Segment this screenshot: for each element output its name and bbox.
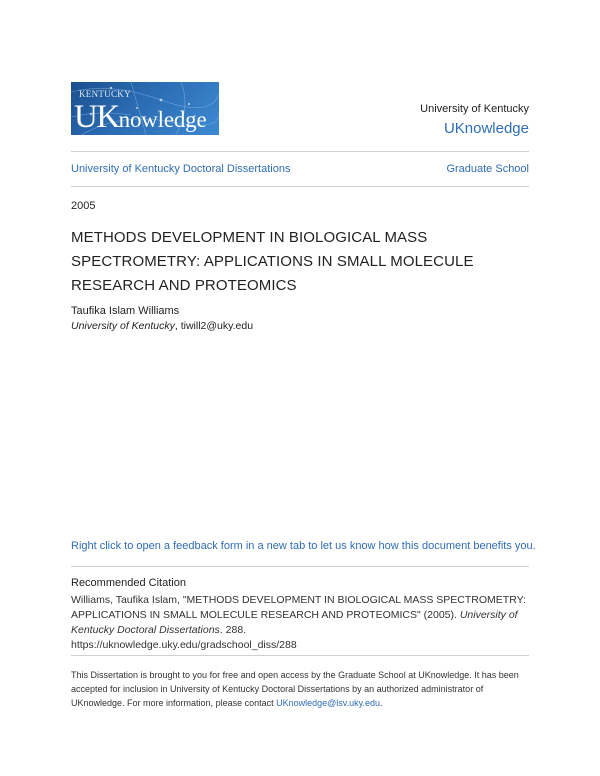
divider-citation	[71, 566, 529, 567]
department-link[interactable]: Graduate School	[446, 163, 529, 175]
contact-email-link[interactable]: UKnowledge@lsv.uky.edu	[276, 698, 380, 708]
notice-text: This Dissertation is brought to you for free and open access by the Graduate School at UKnowledge. It has been accepted for inclusion in University of Kentucky Doctoral Dissertations by an authorized administrator of UKnowledge. For more information, please contact	[71, 670, 519, 708]
feedback-link[interactable]: Right click to open a feedback form in a new tab to let us know how this document benefits you.	[71, 540, 536, 552]
logo-wordmark	[74, 101, 207, 134]
publication-year: 2005	[71, 200, 96, 212]
divider-bottom	[71, 655, 529, 656]
citation-url: https://uknowledge.uky.edu/gradschool_diss/288	[71, 639, 297, 651]
logo-uk-letters: UK	[74, 99, 119, 135]
header-repository-link[interactable]: UKnowledge	[443, 120, 529, 137]
author-affiliation	[71, 320, 253, 332]
citation-body: Williams, Taufika Islam, "METHODS DEVELOPMENT IN BIOLOGICAL MASS SPECTROMETRY: APPLICATIONS IN SMALL MOLECULE RESEARCH AND PROTEOMICS" (2005).	[71, 594, 526, 621]
affiliation-institution: University of Kentucky	[71, 320, 175, 332]
author-name: Taufika Islam Williams	[71, 305, 180, 317]
header-institution: University of Kentucky	[420, 103, 529, 115]
notice-end: .	[379, 698, 383, 708]
citation-number: . 288.	[219, 624, 247, 636]
citation-heading: Recommended Citation	[71, 577, 186, 589]
uknowledge-logo[interactable]	[71, 82, 219, 135]
collection-link[interactable]: University of Kentucky Doctoral Dissertations	[71, 163, 291, 175]
citation-text	[71, 593, 531, 653]
author-email: , tiwill2@uky.edu	[174, 320, 254, 332]
access-notice	[71, 668, 531, 710]
citation-series: University of Kentucky Doctoral Dissertations	[71, 609, 518, 636]
logo-nowledge-letters: nowledge	[118, 107, 207, 132]
logo-kentucky-text: KENTUCKY	[79, 89, 131, 99]
document-title: METHODS DEVELOPMENT IN BIOLOGICAL MASS SPECTROMETRY: APPLICATIONS IN SMALL MOLECULE RESEARCH AND PROTEOMICS	[71, 229, 474, 294]
divider-middle	[71, 186, 529, 187]
divider-top	[71, 151, 529, 152]
